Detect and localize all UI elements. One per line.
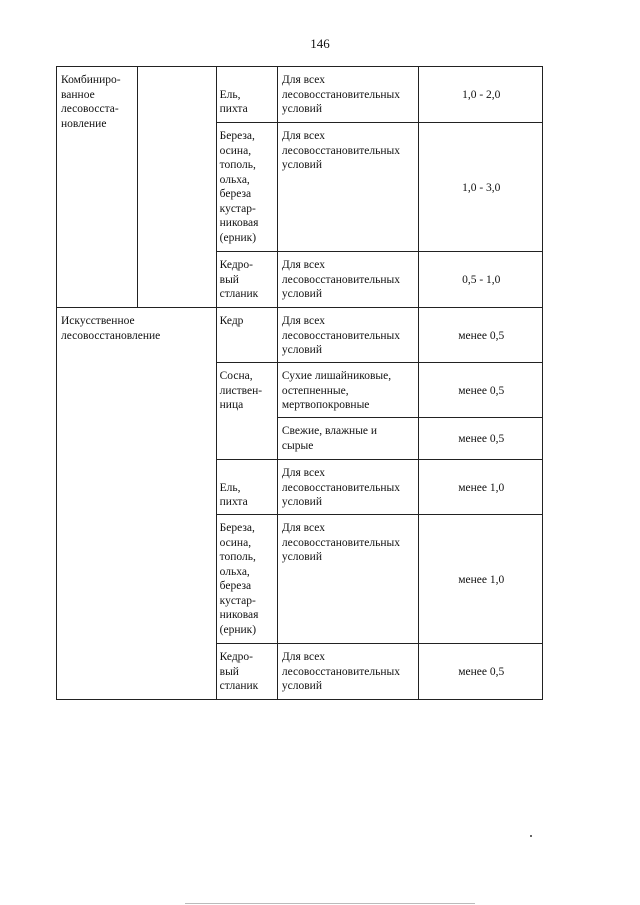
conditions-cell: Для всех лесовосстановительных условий (277, 515, 419, 644)
species-cell: Береза, осина, тополь, ольха, береза кустар- никовая (ерник) (216, 515, 277, 644)
conditions-cell: Для всех лесовосстановительных условий (277, 67, 419, 123)
table-row (57, 67, 543, 123)
value-cell: менее 1,0 (419, 515, 543, 644)
species-cell: Сосна, листвен- ница (216, 363, 277, 460)
conditions-cell: Свежие, влажные и сырые (277, 418, 419, 460)
conditions-cell: Для всех лесовосстановительных условий (277, 123, 419, 252)
restoration-type-cell: Искусственное лесовосстановление (57, 308, 217, 700)
species-cell: Ель, пихта (216, 67, 277, 123)
value-cell: 0,5 - 1,0 (419, 252, 543, 308)
value-cell: менее 0,5 (419, 308, 543, 363)
species-cell: Кедро- вый стланик (216, 644, 277, 700)
species-cell: Кедро- вый стланик (216, 252, 277, 308)
value-cell: 1,0 - 3,0 (419, 123, 543, 252)
value-cell: менее 0,5 (419, 418, 543, 460)
conditions-cell: Для всех лесовосстановительных условий (277, 252, 419, 308)
conditions-cell: Для всех лесовосстановительных условий (277, 308, 419, 363)
page-number: 146 (310, 36, 330, 51)
conditions-cell: Для всех лесовосстановительных условий (277, 460, 419, 515)
value-cell: менее 0,5 (419, 363, 543, 418)
species-cell: Ель, пихта (216, 460, 277, 515)
species-cell: Кедр (216, 308, 277, 363)
value-cell: менее 0,5 (419, 644, 543, 700)
restoration-type-cell: Комбиниро- ванное лесовосста- новление (57, 67, 138, 308)
conditions-cell: Для всех лесовосстановительных условий (277, 644, 419, 700)
empty-cell (138, 67, 216, 308)
scan-artifact-dot (530, 835, 532, 837)
value-cell: 1,0 - 2,0 (419, 67, 543, 123)
scan-artifact-line (185, 903, 475, 904)
species-cell: Береза, осина, тополь, ольха, береза кустар- никовая (ерник) (216, 123, 277, 252)
table-row (57, 308, 543, 363)
regulation-table (56, 66, 543, 700)
value-cell: менее 1,0 (419, 460, 543, 515)
conditions-cell: Сухие лишайниковые, остепненные, мертвопокровные (277, 363, 419, 418)
